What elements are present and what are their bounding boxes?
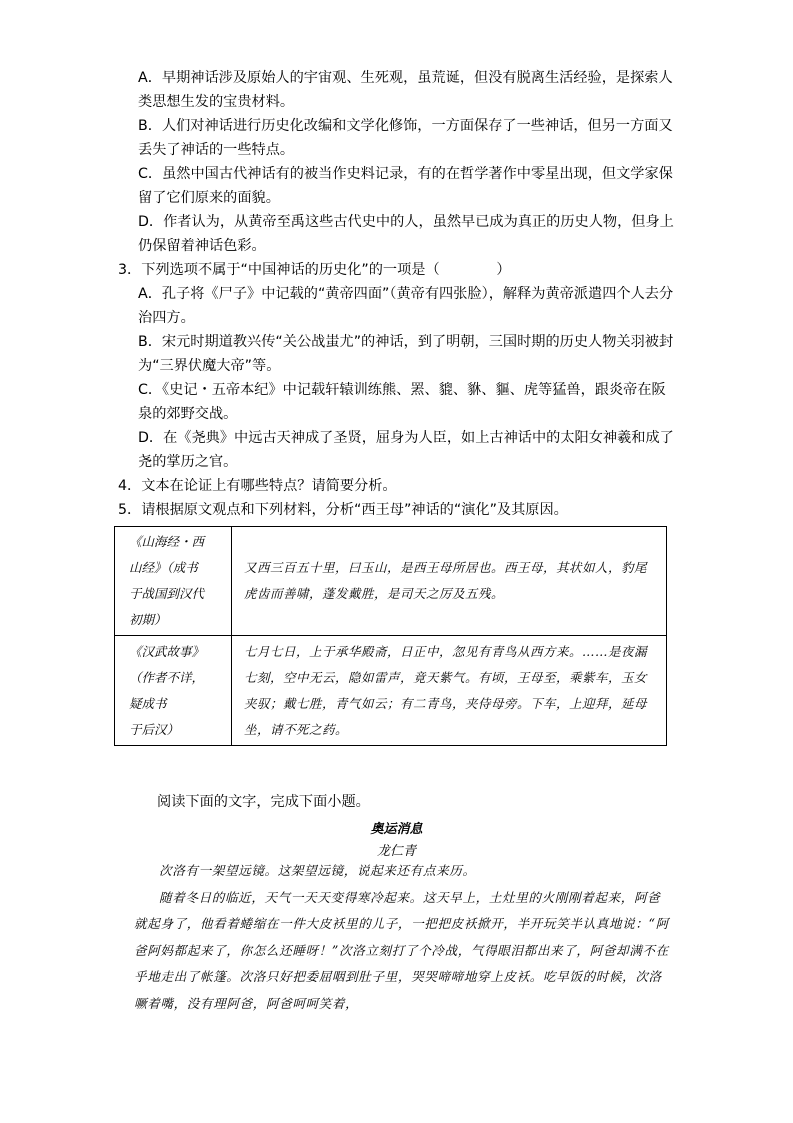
q2-option-b: B．人们对神话进行历史化改编和文学化修饰，一方面保存了一些神话，但另一方面又丢失了神话的一些特点。: [138, 118, 673, 158]
q3-option-d: D．在《尧典》中远古天神成了圣贤，屈身为人臣，如上古神话中的太阳女神羲和成了尧的掌历之官。: [138, 430, 674, 470]
story-paragraph: 次洛有一架望远镜。这架望远镜，说起来还有点来历。: [159, 863, 476, 878]
reading-instruction: 阅读下面的文字，完成下面小题。: [157, 794, 370, 810]
q2-option-c: C．虽然中国古代神话有的被当作史料记录，有的在哲学著作中零星出现，但文学家保留了它们原来的面貌。: [138, 166, 673, 206]
q3-option-b: B．宋元时期道教兴传“关公战蚩尤”的神话，到了明朝，三国时期的历史人物关羽被封为“三界伏魔大帝”等。: [138, 334, 674, 374]
source-line: 初期）: [129, 612, 167, 627]
q2-option-a: A．早期神话涉及原始人的宇宙观、生死观，虽荒诞，但没有脱离生活经验，是探索人类思想生发的宝贵材料。: [138, 70, 673, 110]
source-line: （作者不详，: [129, 669, 205, 685]
source-line: 《汉武故事》: [129, 643, 205, 659]
source-line: 于后汉）: [129, 721, 180, 737]
material-source: [115, 527, 232, 636]
q2-option-d: D．作者认为，从黄帝至禹这些古代史中的人，虽然早已成为真正的历史人物，但身上仍保留着神话色彩。: [138, 214, 674, 254]
material-row-hanwugushi: [115, 636, 667, 746]
source-line: 疑成书: [129, 695, 167, 711]
source-line: 《山海经・西: [129, 534, 205, 549]
story-body: [134, 858, 672, 1018]
source-line: 于战国到汉代: [129, 586, 205, 601]
material-text: 又西三百五十里，曰玉山，是西王母所居也。西王母，其状如人，豹尾虎齿而善啸，蓬发戴胜，是司天之厉及五残。: [232, 527, 667, 636]
q3-option-c: C．《史记・五帝本纪》中记载轩辕训练熊、罴、貔、貅、貙、虎等猛兽，跟炎帝在阪泉的郊野交战。: [138, 382, 666, 422]
q3-stem: 3．下列选项不属于“中国神话的历史化”的一项是（ ）: [118, 262, 511, 278]
source-line: 山经》（成书: [129, 560, 198, 575]
material-source: [115, 636, 232, 746]
materials-table: [114, 526, 667, 746]
story-title: 奥运消息: [370, 822, 423, 837]
story-author: 龙仁青: [376, 844, 416, 859]
material-row-shanhaijing: [115, 527, 667, 636]
q3-option-a: A．孔子将《尸子》中记载的“黄帝四面”（黄帝有四张脸），解释为黄帝派遣四个人去分治四方。: [138, 286, 674, 326]
material-text: 七月七日，上于承华殿斋，日正中，忽见有青鸟从西方来。……是夜漏七刻，空中无云，隐如雷声，竟天紫气。有顷，王母至，乘紫车，玉女夹驭；戴七胜，青气如云；有二青鸟，夹侍母旁。下车，上迎拜，延母坐，请不死之药。: [232, 636, 667, 746]
q4-stem: 4．文本在论证上有哪些特点？请简要分析。: [118, 478, 397, 494]
story-paragraph: 随着冬日的临近，天气一天天变得寒冷起来。这天早上，土灶里的火刚刚着起来，阿爸就起身了，他看着蜷缩在一件大皮袄里的儿子，一把把皮袄掀开，半开玩笑半认真地说：“阿爸阿妈都起来了，你怎么还睡呀！”次洛立刻打了个冷战，气得眼泪都出来了，阿爸却满不在乎地走出了帐篷。次洛只好把委屈咽到肚子里，哭哭啼啼地穿上皮袄。吃早饭的时候，次洛噘着嘴，没有理阿爸，阿爸呵呵笑着，: [134, 889, 669, 1011]
q5-stem: 5．请根据原文观点和下列材料，分析“西王母”神话的“演化”及其原因。: [118, 502, 568, 518]
